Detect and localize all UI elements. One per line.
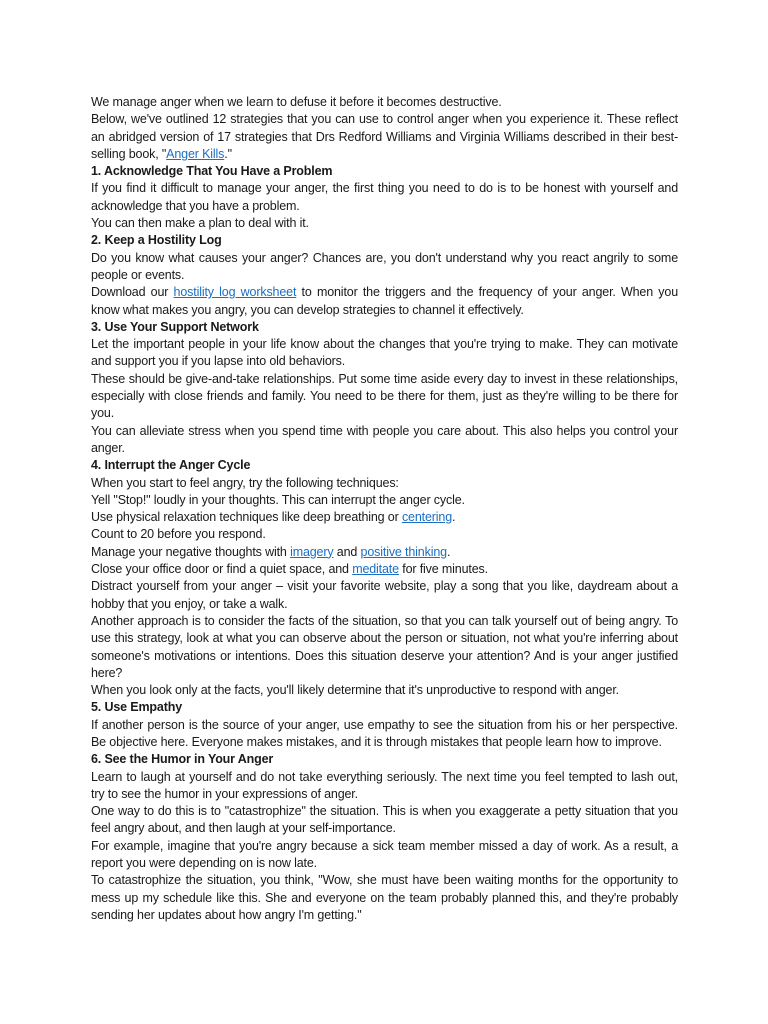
anger-kills-link[interactable]: Anger Kills bbox=[166, 146, 225, 161]
paragraph: To catastrophize the situation, you think, "Wow, she must have been waiting months for the opportunity to mess up my schedule like this. She and everyone on the team probably planned this, and they're probably sending her updates about how angry I'm getting." bbox=[91, 873, 678, 922]
paragraph-text: for five minutes. bbox=[398, 562, 488, 577]
paragraph: If you find it difficult to manage your anger, the first thing you need to do is to be honest with yourself and acknowledge that you have a problem. bbox=[91, 181, 678, 213]
paragraph-text: Use physical relaxation techniques like deep breathing or bbox=[91, 510, 402, 525]
paragraph bbox=[91, 284, 678, 319]
imagery-link[interactable]: imagery bbox=[290, 544, 334, 559]
paragraph: Distract yourself from your anger – visit your favorite website, play a song that you like, daydream about a hobby that you enjoy, or take a walk. bbox=[91, 579, 678, 611]
meditate-link[interactable]: meditate bbox=[352, 562, 399, 577]
hostility-log-worksheet-link[interactable]: hostility log worksheet bbox=[173, 285, 297, 300]
paragraph: Learn to laugh at yourself and do not take everything seriously. The next time you feel tempted to lash out, try to see the humor in your expressions of anger. bbox=[91, 769, 678, 801]
paragraph bbox=[91, 509, 678, 526]
paragraph: One way to do this is to "catastrophize" the situation. This is when you exaggerate a petty situation that you feel angry about, and then laugh at your self-importance. bbox=[91, 804, 678, 836]
paragraph: Yell "Stop!" loudly in your thoughts. This can interrupt the anger cycle. bbox=[91, 492, 465, 507]
paragraph: You can then make a plan to deal with it. bbox=[91, 216, 309, 231]
centering-link[interactable]: centering bbox=[401, 510, 453, 525]
section-heading-2: 2. Keep a Hostility Log bbox=[91, 233, 222, 248]
paragraph: For example, imagine that you're angry because a sick team member missed a day of work. As a result, a report you were depending on is now late. bbox=[91, 838, 678, 871]
paragraph: Do you know what causes your anger? Chances are, you don't understand why you react angrily to some people or events. bbox=[91, 250, 678, 282]
paragraph: These should be give-and-take relationships. Put some time aside every day to invest in these relationships, especially with close friends and family. You need to be there for them, just as they're willing to be there for you. bbox=[91, 371, 678, 421]
paragraph: When you start to feel angry, try the following techniques: bbox=[91, 475, 399, 490]
paragraph-text: . bbox=[452, 510, 456, 525]
positive-thinking-link[interactable]: positive thinking bbox=[360, 544, 447, 559]
paragraph-text: Close your office door or find a quiet space, and bbox=[91, 562, 353, 577]
paragraph-text: Manage your negative thoughts with bbox=[91, 544, 291, 559]
paragraph-text: . bbox=[446, 544, 451, 559]
section-heading-6: 6. See the Humor in Your Anger bbox=[91, 752, 274, 767]
paragraph-text: and bbox=[333, 544, 361, 559]
document-body bbox=[91, 94, 678, 924]
paragraph: Count to 20 before you respond. bbox=[91, 527, 266, 542]
paragraph: When you look only at the facts, you'll likely determine that it's unproductive to respond with anger. bbox=[91, 683, 619, 698]
paragraph: If another person is the source of your anger, use empathy to see the situation from his or her perspective. Be objective here. Everyone makes mistakes, and it is through mistakes that people learn how to improve. bbox=[91, 717, 678, 749]
intro-paragraph: We manage anger when we learn to defuse it before it becomes destructive. bbox=[91, 95, 502, 109]
section-heading-1: 1. Acknowledge That You Have a Problem bbox=[91, 164, 333, 179]
paragraph bbox=[91, 544, 678, 561]
paragraph-text: Download our bbox=[91, 285, 174, 300]
paragraph-text: to monitor the triggers and the frequency of your anger. When you know what makes you angry, you can develop strategies to channel it effectively. bbox=[91, 285, 679, 317]
section-heading-4: 4. Interrupt the Anger Cycle bbox=[91, 458, 251, 473]
paragraph: Another approach is to consider the facts of the situation, so that you can talk yourself out of being angry. To use this strategy, look at what you can observe about the person or situation, not what you're inferring about someone's motivations or intentions. Does this situation deserve your attention? And is your anger justified here? bbox=[91, 613, 678, 680]
paragraph bbox=[91, 561, 678, 578]
section-heading-5: 5. Use Empathy bbox=[91, 700, 182, 715]
paragraph: Let the important people in your life know about the changes that you're trying to make. They can motivate and support you if you lapse into old behaviors. bbox=[91, 337, 678, 369]
intro-paragraph bbox=[91, 111, 678, 163]
paragraph: You can alleviate stress when you spend time with people you care about. This also helps you control your anger. bbox=[91, 423, 678, 455]
section-heading-3: 3. Use Your Support Network bbox=[91, 319, 259, 334]
paragraph-text: Below, we've outlined 12 strategies that you can use to control anger when you experience it. These reflect an abridged version of 17 strategies that Drs Redford Williams and Virginia Williams described in their best-selling book, " bbox=[91, 112, 678, 161]
paragraph-text: ." bbox=[224, 146, 232, 161]
